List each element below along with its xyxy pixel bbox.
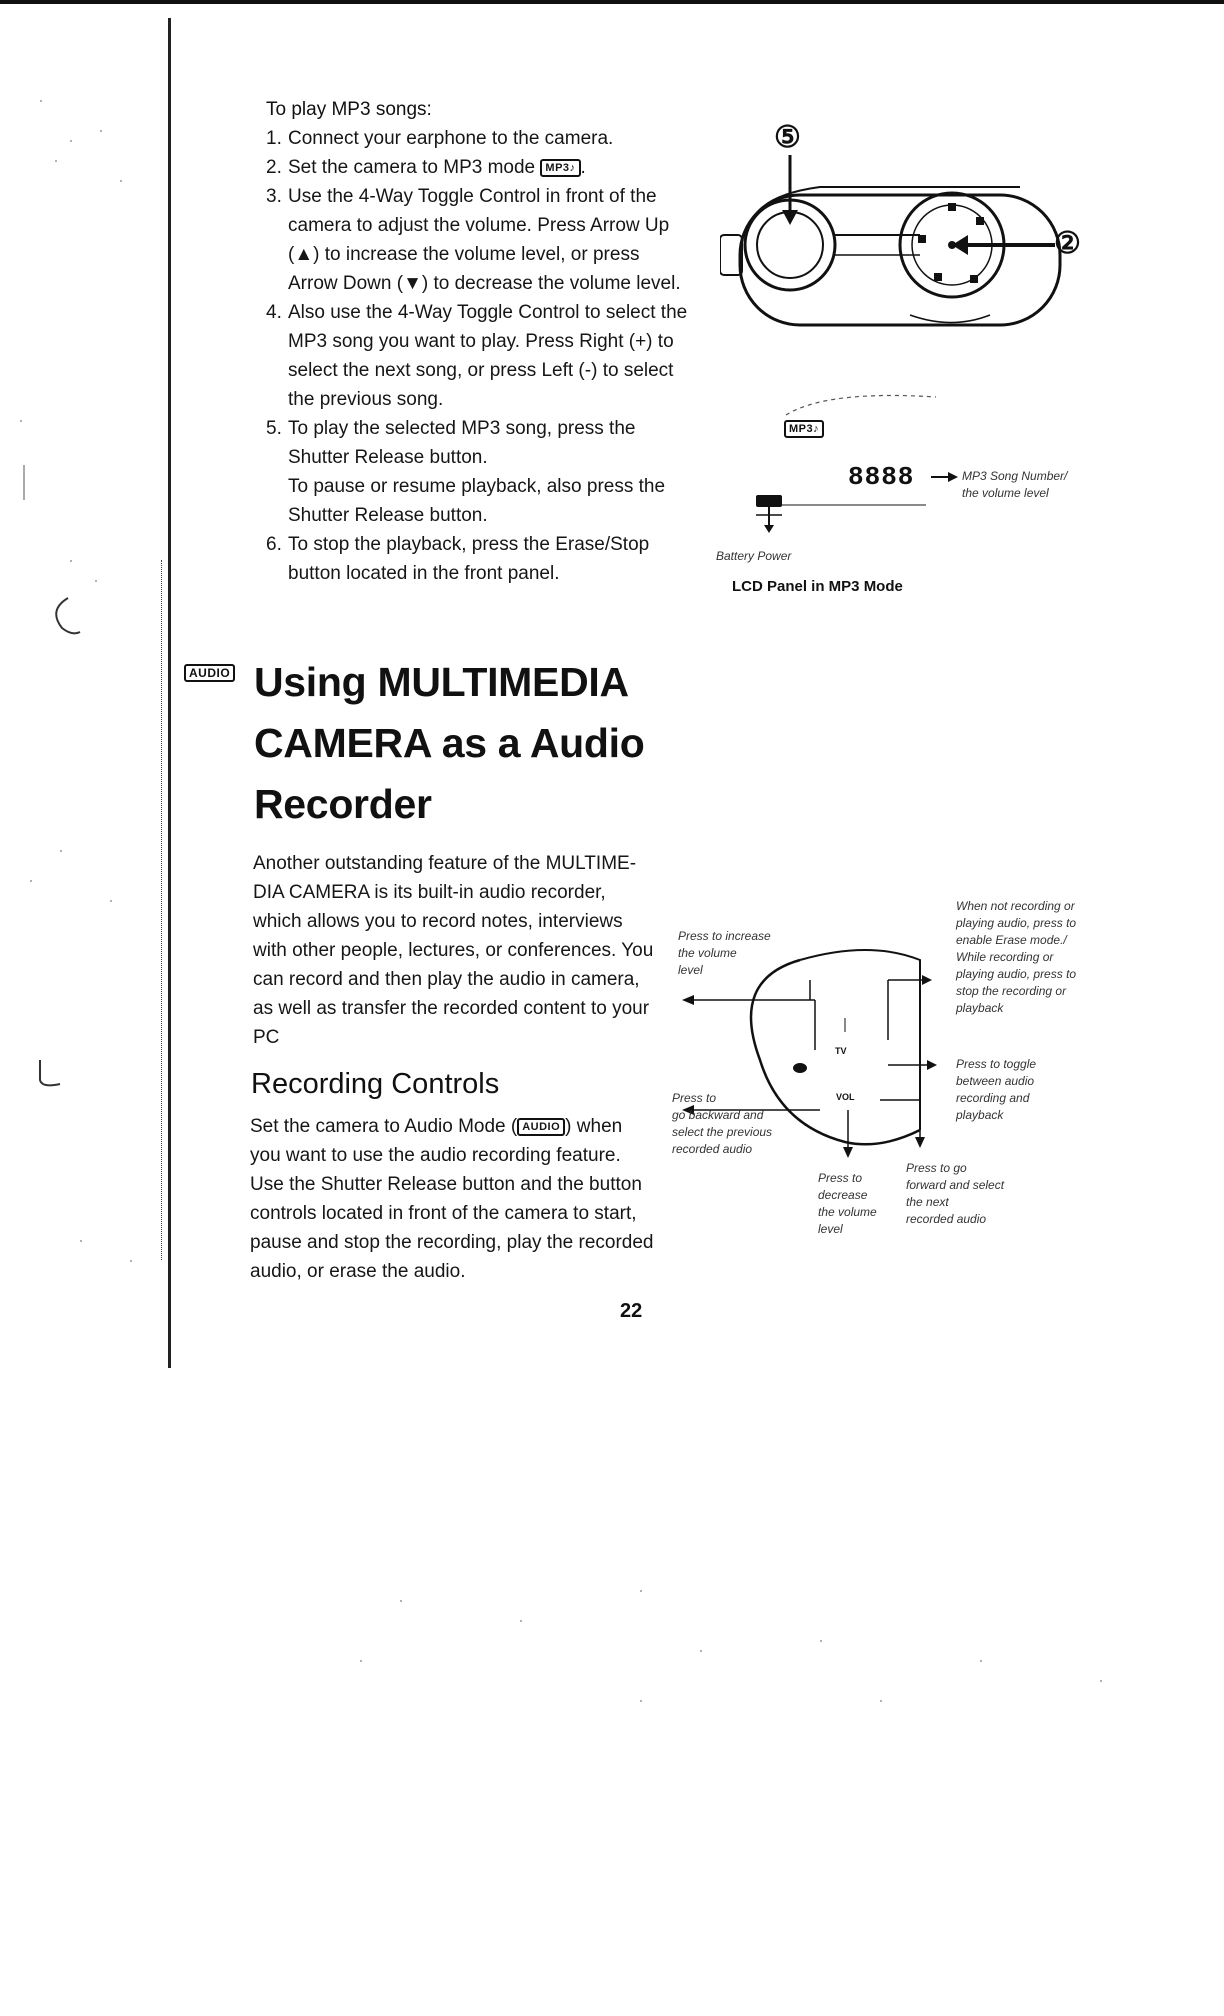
- lcd-panel-illustration: [716, 385, 1116, 545]
- dial-tv-label: TV: [835, 1046, 847, 1056]
- audio-title-badge: AUDIO: [184, 664, 235, 682]
- recording-controls-heading: Recording Controls: [251, 1068, 500, 1100]
- label-increase-volume: Press to increase the volume level: [678, 929, 771, 977]
- label-erase-stop: When not recording or playing audio, press to enable Erase mode./ While recording or playing audio, press to stop the recording or playback: [956, 899, 1077, 1015]
- recording-controls-paragraph: Set the camera to Audio Mode ( AUDIO ) when you want to use the audio recording feature. Use the Shutter Release button and the button controls located in front of the camera to start, pause and stop the recording, play the recorded audio, or erase the audio.: [250, 1116, 654, 1282]
- margin-marks: [0, 0, 200, 1400]
- dial-vol-label: VOL: [836, 1092, 855, 1102]
- audio-section-title: Using MULTIMEDIA CAMERA as a Audio Recorder: [254, 659, 645, 827]
- callout-2: ②: [1054, 227, 1081, 260]
- mp3-step-4: 4. Also use the 4-Way Toggle Control to select the MP3 song you want to play. Press Right (+) to select the next song, or press Left (-) to select the previous song.: [266, 302, 688, 410]
- audio-mode-badge: AUDIO: [517, 1118, 565, 1136]
- label-toggle-mode: Press to toggle between audio recording and playback: [956, 1057, 1037, 1122]
- mp3-step-1: 1. Connect your earphone to the camera.: [266, 128, 614, 149]
- mp3-heading: To play MP3 songs:: [266, 99, 432, 120]
- audio-intro-paragraph: Another outstanding feature of the MULTIME- DIA CAMERA is its built-in audio recorder, which allows you to record notes, interviews with other people, lectures, or conferences. You can record and then play the audio in camera, as well as transfer the recorded content to your PC: [253, 853, 654, 1048]
- lcd-digits: 8888: [848, 462, 915, 492]
- lcd-battery-label: Battery Power: [716, 549, 792, 563]
- mp3-mode-badge: MP3♪: [540, 159, 580, 177]
- mp3-step-5: 5. To play the selected MP3 song, press the Shutter Release button. To pause or resume playback, also press the Shutter Release button.: [266, 418, 666, 526]
- lcd-mp3-icon: MP3♪: [784, 420, 824, 438]
- lcd-caption: LCD Panel in MP3 Mode: [732, 578, 903, 595]
- mp3-step-6: 6. To stop the playback, press the Erase/Stop button located in the front panel.: [266, 534, 650, 584]
- page-number: 22: [620, 1300, 643, 1322]
- lcd-song-number-label: MP3 Song Number/ the volume level: [962, 469, 1068, 500]
- mp3-step-2: 2. Set the camera to MP3 mode MP3♪ .: [266, 157, 586, 178]
- callout-5: ⑤: [774, 121, 801, 154]
- label-go-forward: Press to go forward and select the next recorded audio: [906, 1161, 1005, 1226]
- mp3-step-3: 3. Use the 4-Way Toggle Control in front of the camera to adjust the volume. Press Arrow Up (▲) to increase the volume level, or press Arrow Down (▼) to decrease the volume level.: [266, 186, 681, 294]
- label-go-backward: Press to go backward and select the previous recorded audio: [672, 1091, 773, 1156]
- camera-top-illustration: [720, 125, 1080, 335]
- label-decrease-volume: Press to decrease the volume level: [818, 1171, 877, 1236]
- mp3-instructions: [266, 96, 690, 588]
